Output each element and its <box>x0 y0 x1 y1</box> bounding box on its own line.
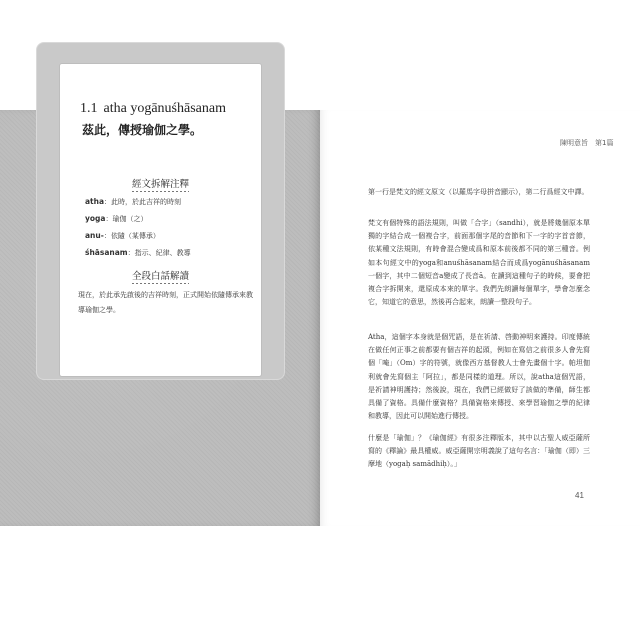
verse-heading <box>80 101 290 117</box>
verse-number: 1.1 <box>80 101 98 116</box>
body-paragraph-3: Atha，這個字本身就是個咒語，是在祈請、啓動神明來護持。印度傳統在做任何正事之前都要有個吉祥的起頭，例如在寫信之前很多人會先寫個「唵」（Om）字的符號，就像西方基督教人士會先畫個十字。帕坦伽利就會先寫個主「阿拉」，都是同樣的道理。所以，說atha這個咒語，是祈請神明護持；然後說，現在，我們已經做好了該做的準備，師生都具備了資格。具備什麼資格？具備資格來傳授、來學習瑜伽之學的紀律和教導，因此可以開始進行傳授。 <box>368 333 590 421</box>
body-paragraph-2: 梵文有個特殊的語法規則，叫做「合字」（sandhi），就是將幾個原本單獨的字結合成一個複合字，前面那個字尾的音節和下一字的字首音節，依某種文法規則，有時會混合變成爲和原本前後都不同的第三種音。例如本句經文中的yoga和anuśhāsanam結合而成爲yogānuśhāsanam一個字，其中二個短音a變成了長音ā。在讀到這種句子的時候，要會把複合字拆開來，還原成本來的單字。我們先朗讀每個單字，學會怎麼念它，知道它的意思，然後再合起來，朗讀一整段句子。 <box>368 219 590 307</box>
verse-sanskrit: atha yogānuśhāsanam <box>103 101 226 116</box>
page-number: 41 <box>575 491 584 500</box>
gloss-section-title: 經文拆解注釋 <box>60 176 261 192</box>
verse-translation: 茲此，傳授瑜伽之學。 <box>82 123 203 137</box>
gloss-item-anu: anu-：依隨（某傳承） <box>85 231 160 240</box>
body-paragraph-4: 什麼是「瑜伽」？《瑜伽經》有很多注釋版本，其中以古聖人威亞薩所寫的《釋論》最具權威。威亞薩開宗明義說了這句名言：「瑜伽（即）三摩地（yogaḥ samādhiḥ）。」 <box>368 434 590 469</box>
body-paragraph-1: 第一行是梵文的經文原文（以羅馬字母拼音顯示），第二行爲經文中譯。 <box>368 188 589 196</box>
gloss-item-yoga: yoga：瑜伽（之） <box>85 214 148 223</box>
gloss-item-atha: atha：此時，於此吉祥的時刻 <box>85 197 182 206</box>
paraphrase-text: 現在，於此承先啟後的吉祥時刻，正式開始依隨傳承來教導瑜伽之學。 <box>78 291 253 314</box>
running-head: 陳明意旨 第1篇 <box>560 139 614 147</box>
paraphrase-section-title: 全段白話解讀 <box>60 268 261 284</box>
gloss-item-shasanam: śhāsanam：指示、紀律、教導 <box>85 248 191 257</box>
